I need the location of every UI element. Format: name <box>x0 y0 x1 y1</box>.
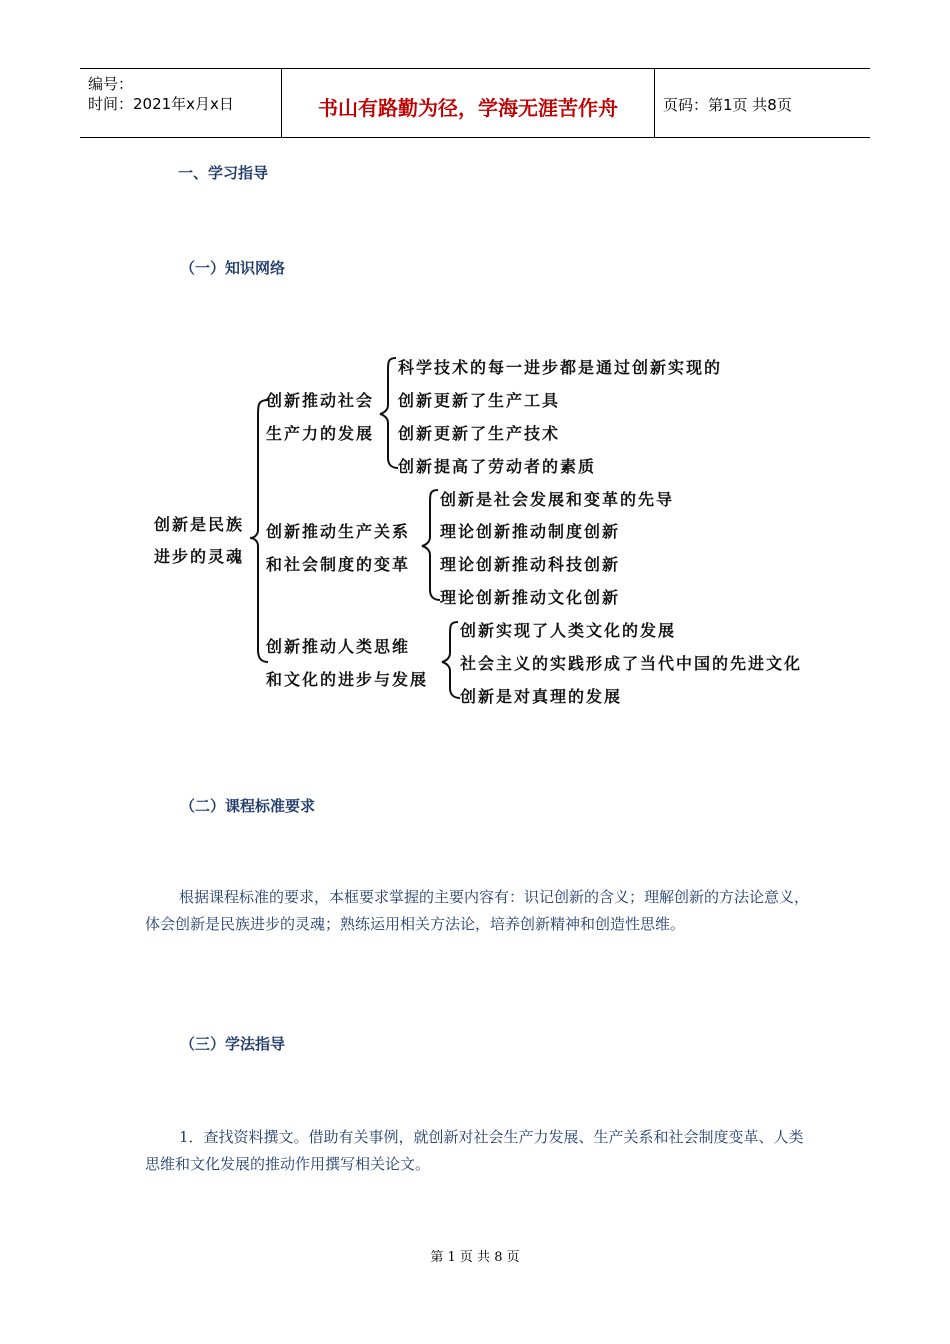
header-right-cell <box>655 69 870 137</box>
branch-3-item: 创新是对真理的发展 <box>460 687 623 706</box>
section-heading-study-method: （三）学法指导 <box>180 1035 286 1053</box>
header-left-cell <box>80 69 281 137</box>
branch-2-label-line-2: 和社会制度的变革 <box>266 555 411 574</box>
branch-3-label-line-1: 创新推动人类思维 <box>266 637 411 656</box>
branch-2-item: 理论创新推动文化创新 <box>440 588 621 607</box>
header-table <box>80 68 870 138</box>
branch-3-item: 创新实现了人类文化的发展 <box>460 621 677 640</box>
branch-1-item: 创新更新了生产工具 <box>398 391 561 410</box>
branch-1-item: 创新提高了劳动者的素质 <box>398 457 597 476</box>
branch-2-item: 创新是社会发展和变革的先导 <box>440 490 675 509</box>
branch-1-label-line-2: 生产力的发展 <box>266 424 375 443</box>
number-label: 编号： <box>88 75 134 93</box>
section-heading-curriculum-standard: （二）课程标准要求 <box>180 797 316 815</box>
branch-1-label-line-1: 创新推动社会 <box>266 391 375 410</box>
root-label-line-1: 创新是民族 <box>154 515 245 534</box>
knowledge-network-diagram <box>148 350 848 710</box>
section-heading-knowledge-network: （一）知识网络 <box>180 259 286 277</box>
branch-2-label-line-1: 创新推动生产关系 <box>266 522 411 541</box>
branch-3-item: 社会主义的实践形成了当代中国的先进文化 <box>460 654 803 673</box>
branch-3-label-line-2: 和文化的进步与发展 <box>266 670 429 689</box>
branch-2-item: 理论创新推动制度创新 <box>440 522 621 541</box>
branch-1-item: 创新更新了生产技术 <box>398 424 561 443</box>
header-center-cell <box>281 69 655 137</box>
study-method-paragraph-1: 1．查找资料撰文。借助有关事例，就创新对社会生产力发展、生产关系和社会制度变革、人类思维和文化发展的推动作用撰写相关论文。 <box>145 1128 804 1173</box>
motto: 书山有路勤为径，学海无涯苦作舟 <box>318 96 618 120</box>
page-label: 页码：第1页 共8页 <box>663 96 792 114</box>
branch-1-item: 科学技术的每一进步都是通过创新实现的 <box>398 358 723 377</box>
section-heading-study-guide: 一、学习指导 <box>178 164 269 182</box>
curriculum-standard-paragraph: 根据课程标准的要求，本框要求掌握的主要内容有：识记创新的含义；理解创新的方法论意义，体会创新是民族进步的灵魂；熟练运用相关方法论，培养创新精神和创造性思维。 <box>145 888 810 933</box>
time-label: 时间：2021年x月x日 <box>88 95 234 113</box>
page-footer: 第 1 页 共 8 页 <box>430 1250 520 1265</box>
root-label-line-2: 进步的灵魂 <box>154 547 245 566</box>
branch-2-item: 理论创新推动科技创新 <box>440 555 621 574</box>
